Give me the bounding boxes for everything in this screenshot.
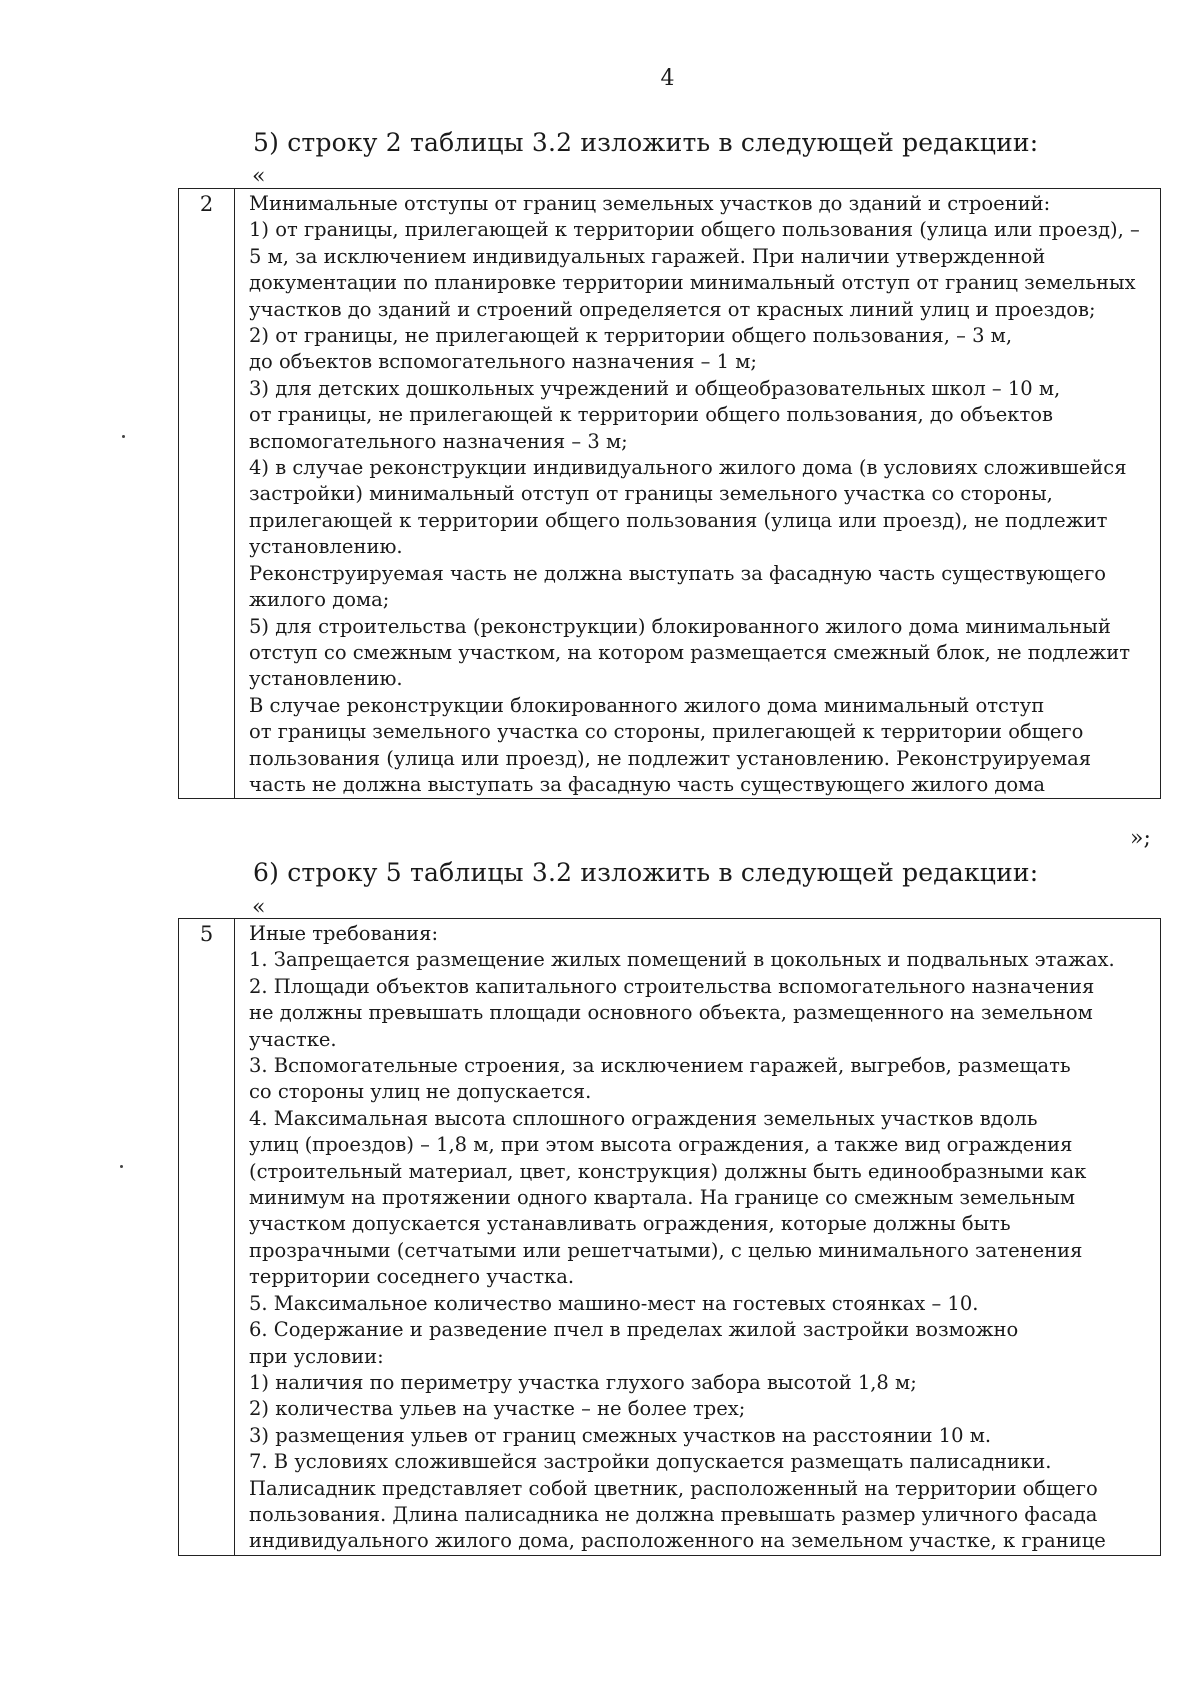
text-line: установлению. [249, 535, 403, 559]
text-line: до объектов вспомогательного назначения – 1 м; [249, 350, 757, 374]
text-line: участком допускается устанавливать ограждения, которые должны быть [249, 1212, 1011, 1236]
text-line: 3) для детских дошкольных учреждений и общеобразовательных школ – 10 м, [249, 376, 1061, 400]
amendment-table-row-2 [178, 188, 1161, 799]
text-line: (строительный материал, цвет, конструкция) должны быть единообразными как [249, 1159, 1087, 1183]
text-line: от границы, не прилегающей к территории общего пользования, до объектов [249, 403, 1053, 427]
row-number-cell: 2 [179, 189, 235, 799]
text-line: В случае реконструкции блокированного жилого дома минимальный отступ [249, 693, 1045, 717]
row-text-cell [235, 189, 1161, 799]
text-line: 3. Вспомогательные строения, за исключением гаражей, выгребов, размещать [249, 1054, 1071, 1078]
text-line: документации по планировке территории минимальный отступ от границ земельных [249, 271, 1136, 295]
text-line: жилого дома; [249, 588, 390, 612]
text-line: Минимальные отступы от границ земельных участков до зданий и строений: [249, 192, 1051, 215]
text-line: пользования (улица или проезд), не подлежит установлению. Реконструируемая [249, 746, 1092, 770]
text-line: прозрачными (сетчатыми или решетчатыми), с целью минимального затенения [249, 1238, 1083, 1262]
text-line: 4) в случае реконструкции индивидуального жилого дома (в условиях сложившейся [249, 456, 1127, 480]
text-line: улиц (проездов) – 1,8 м, при этом высота ограждения, а также вид ограждения [249, 1133, 1073, 1157]
text-line: застройки) минимальный отступ от границы земельного участка со стороны, [249, 482, 1053, 506]
text-line: 1) от границы, прилегающей к территории общего пользования (улица или проезд), – [249, 218, 1140, 242]
text-line: Иные требования: [249, 922, 439, 945]
row-text-cell [235, 919, 1161, 1556]
text-line: Реконструируемая часть не должна выступать за фасадную часть существующего [249, 561, 1107, 585]
row-number-cell: 5 [179, 919, 235, 1556]
text-line: 6. Содержание и разведение пчел в пределах жилой застройки возможно [249, 1318, 1019, 1342]
text-line: 7. В условиях сложившейся застройки допускается размещать палисадники. [249, 1450, 1052, 1474]
text-line: 5 м, за исключением индивидуальных гаражей. При наличии утвержденной [249, 244, 1046, 268]
text-line: 3) размещения ульев от границ смежных участков на расстоянии 10 м. [249, 1423, 992, 1447]
text-line: установлению. [249, 667, 403, 691]
text-line: 2) количества ульев на участке – не более трех; [249, 1397, 746, 1421]
text-line: не должны превышать площади основного объекта, размещенного на земельном [249, 1001, 1093, 1025]
text-line: от границы земельного участка со стороны, прилегающей к территории общего [249, 720, 1084, 744]
section-6-heading: 6) строку 5 таблицы 3.2 изложить в следующей редакции: [253, 858, 1039, 887]
amendment-table-row-5 [178, 918, 1161, 1556]
table-row [179, 189, 1161, 799]
text-line: 1. Запрещается размещение жилых помещений в цокольных и подвальных этажах. [249, 948, 1115, 972]
text-line: 5. Максимальное количество машино-мест на гостевых стоянках – 10. [249, 1291, 979, 1315]
text-line: минимум на протяжении одного квартала. На границе со смежным земельным [249, 1186, 1076, 1210]
text-line: территории соседнего участка. [249, 1265, 575, 1289]
section-5-heading: 5) строку 2 таблицы 3.2 изложить в следующей редакции: [253, 128, 1039, 157]
text-line: 4. Максимальная высота сплошного ограждения земельных участков вдоль [249, 1106, 1038, 1130]
text-line: 5) для строительства (реконструкции) блокированного жилого дома минимальный [249, 614, 1111, 638]
text-line: отступ со смежным участком, на котором размещается смежный блок, не подлежит [249, 640, 1131, 664]
text-line: при условии: [249, 1344, 384, 1368]
text-line: Палисадник представляет собой цветник, расположенный на территории общего [249, 1476, 1098, 1500]
scan-speck [122, 435, 125, 438]
section-6-open-quote: « [252, 895, 266, 920]
section-5-close-quote: »; [1130, 826, 1151, 851]
text-line: пользования. Длина палисадника не должна превышать размер уличного фасада [249, 1502, 1098, 1526]
text-line: участке. [249, 1027, 337, 1051]
text-line: 2. Площади объектов капитального строительства вспомогательного назначения [249, 974, 1095, 998]
section-5-open-quote: « [252, 164, 266, 189]
text-line: часть не должна выступать за фасадную часть существующего жилого дома [249, 772, 1045, 796]
table-row [179, 919, 1161, 1556]
page-number: 4 [660, 66, 675, 91]
text-line: индивидуального жилого дома, расположенного на земельном участке, к границе [249, 1529, 1106, 1553]
text-line: 1) наличия по периметру участка глухого забора высотой 1,8 м; [249, 1370, 917, 1394]
text-line: вспомогательного назначения – 3 м; [249, 429, 628, 453]
text-line: со стороны улиц не допускается. [249, 1080, 592, 1104]
text-line: участков до зданий и строений определяется от красных линий улиц и проездов; [249, 297, 1096, 321]
text-line: прилегающей к территории общего пользования (улица или проезд), не подлежит [249, 508, 1108, 532]
text-line: 2) от границы, не прилегающей к территории общего пользования, – 3 м, [249, 324, 1013, 348]
scan-speck [120, 1165, 123, 1168]
